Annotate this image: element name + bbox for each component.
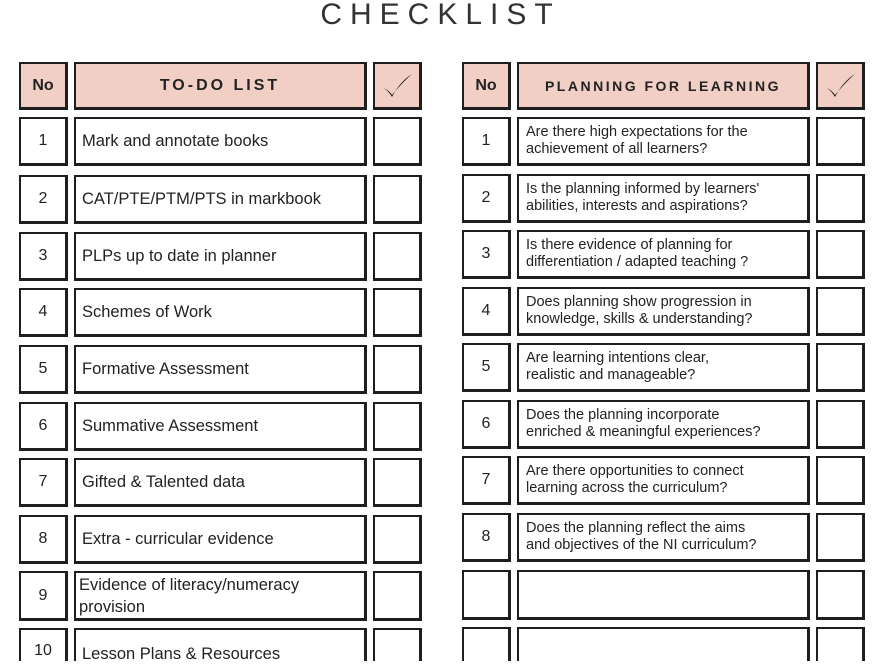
left-row-checkbox[interactable] xyxy=(373,628,422,661)
question-text: Is the planning informed by learners' abilities, interests and aspirations? xyxy=(526,180,760,214)
task-text: CAT/PTE/PTM/PTS in markbook xyxy=(82,190,321,208)
right-row-checkbox[interactable] xyxy=(816,117,865,166)
right-row-number: 3 xyxy=(462,230,511,279)
right-header-check xyxy=(816,62,865,110)
left-row-checkbox[interactable] xyxy=(373,515,422,564)
checkmark-icon xyxy=(823,72,857,100)
left-row-checkbox[interactable] xyxy=(373,232,422,281)
task-text: Extra - curricular evidence xyxy=(82,530,274,548)
left-row-number: 7 xyxy=(19,458,68,507)
left-row-task xyxy=(74,117,367,166)
left-row-checkbox[interactable] xyxy=(373,571,422,621)
question-text: Does the planning reflect the aims and objectives of the NI curriculum? xyxy=(526,519,757,553)
right-header-title: PLANNING FOR LEARNING xyxy=(517,62,810,110)
left-row-checkbox[interactable] xyxy=(373,117,422,166)
right-row-checkbox[interactable] xyxy=(816,570,865,620)
task-text: Gifted & Talented data xyxy=(82,473,245,491)
right-row-question xyxy=(517,343,810,392)
right-row-checkbox[interactable] xyxy=(816,456,865,505)
checkmark-icon xyxy=(380,72,414,100)
left-row-task xyxy=(74,345,367,394)
right-row-checkbox[interactable] xyxy=(816,400,865,449)
left-row-checkbox[interactable] xyxy=(373,345,422,394)
left-row-number: 8 xyxy=(19,515,68,564)
left-header-no: No xyxy=(19,62,68,110)
left-row-task xyxy=(74,458,367,507)
left-row-number: 10 xyxy=(19,628,68,661)
left-row-task xyxy=(74,232,367,281)
right-row-checkbox[interactable] xyxy=(816,343,865,392)
question-text: Are there high expectations for the achievement of all learners? xyxy=(526,123,748,157)
question-text: Does planning show progression in knowledge, skills & understanding? xyxy=(526,293,753,327)
left-row-number: 9 xyxy=(19,571,68,621)
left-row-checkbox[interactable] xyxy=(373,458,422,507)
task-text: Summative Assessment xyxy=(82,417,259,435)
right-row-number: 7 xyxy=(462,456,511,505)
right-row-number: 5 xyxy=(462,343,511,392)
left-row-checkbox[interactable] xyxy=(373,288,422,337)
task-text: Mark and annotate books xyxy=(82,132,269,150)
right-row-number: 6 xyxy=(462,400,511,449)
right-row-question xyxy=(517,570,810,620)
question-text: Is there evidence of planning for differentiation / adapted teaching ? xyxy=(526,236,749,270)
right-row-question xyxy=(517,400,810,449)
right-row-question xyxy=(517,117,810,166)
right-row-checkbox[interactable] xyxy=(816,287,865,336)
right-row-number: 2 xyxy=(462,174,511,223)
right-row-checkbox[interactable] xyxy=(816,627,865,661)
task-text: PLPs up to date in planner xyxy=(82,247,277,265)
right-row-question xyxy=(517,174,810,223)
right-row-number: 1 xyxy=(462,117,511,166)
left-row-task xyxy=(74,288,367,337)
left-row-task xyxy=(74,175,367,224)
left-row-number: 4 xyxy=(19,288,68,337)
right-row-question xyxy=(517,287,810,336)
task-text: Evidence of literacy/numeracy provision xyxy=(79,575,300,616)
left-row-number: 6 xyxy=(19,402,68,451)
left-row-task xyxy=(74,628,367,661)
left-row-task xyxy=(74,402,367,451)
left-row-checkbox[interactable] xyxy=(373,402,422,451)
right-row-checkbox[interactable] xyxy=(816,513,865,562)
right-header-no: No xyxy=(462,62,511,110)
left-row-number: 1 xyxy=(19,117,68,166)
left-header-title: TO-DO LIST xyxy=(74,62,367,110)
right-row-question xyxy=(517,627,810,661)
question-text: Does the planning incorporate enriched & meaningful experiences? xyxy=(526,406,761,440)
left-row-number: 2 xyxy=(19,175,68,224)
right-row-question xyxy=(517,456,810,505)
task-text: Formative Assessment xyxy=(82,360,249,378)
right-row-number xyxy=(462,627,511,661)
question-text: Are there opportunities to connect learning across the curriculum? xyxy=(526,462,744,496)
right-row-number: 8 xyxy=(462,513,511,562)
left-row-task xyxy=(74,515,367,564)
page-title: CHECKLIST xyxy=(320,0,561,31)
left-row-number: 3 xyxy=(19,232,68,281)
right-row-number: 4 xyxy=(462,287,511,336)
task-text: Schemes of Work xyxy=(82,303,212,321)
right-row-checkbox[interactable] xyxy=(816,174,865,223)
left-header-check xyxy=(373,62,422,110)
left-row-task xyxy=(74,571,367,621)
right-row-number xyxy=(462,570,511,620)
task-text: Lesson Plans & Resources xyxy=(82,645,281,663)
right-row-question xyxy=(517,230,810,279)
left-row-checkbox[interactable] xyxy=(373,175,422,224)
right-row-checkbox[interactable] xyxy=(816,230,865,279)
right-row-question xyxy=(517,513,810,562)
question-text: Are learning intentions clear, realistic and manageable? xyxy=(526,349,709,383)
left-row-number: 5 xyxy=(19,345,68,394)
